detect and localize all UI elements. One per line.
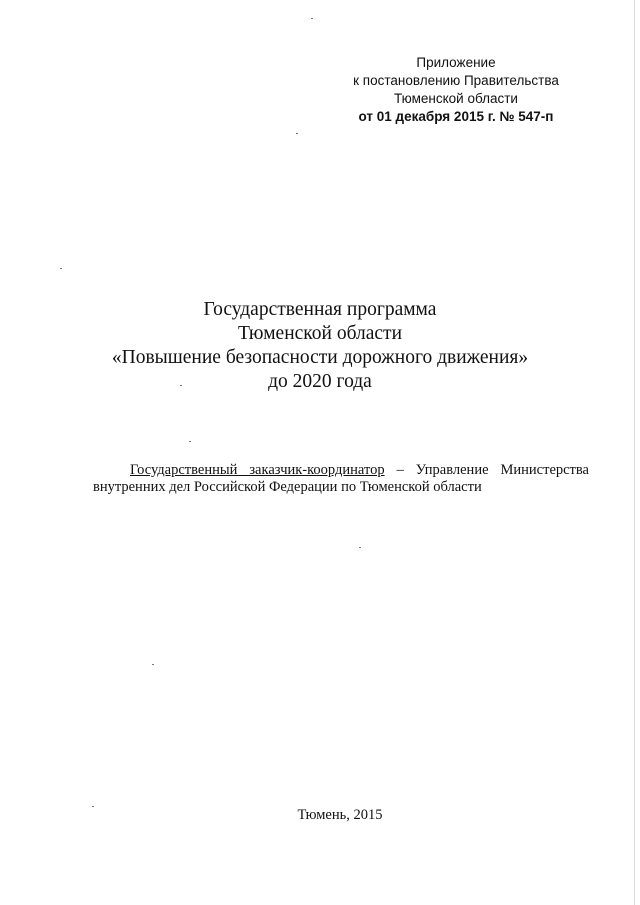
page-edge-line [634,0,635,905]
appendix-block [326,54,586,126]
appendix-region: Тюменской области [394,91,518,106]
scan-speck [296,133,298,134]
program-title [0,298,640,394]
customer-text: Управление Министерства внутренних дел Российской Федерации по Тюменской области [93,462,589,495]
appendix-date-number: от 01 декабря 2015 г. № 547-п [358,109,554,124]
title-line-2: Тюменской области [237,323,403,344]
title-line-1: Государственная программа [203,299,437,320]
scan-speck [359,547,361,548]
place-year: Тюмень, 2015 [297,807,383,823]
scan-speck [92,806,94,807]
scan-speck [189,441,191,442]
scan-speck [152,664,154,665]
customer-label: Государственный заказчик-координатор [130,462,385,478]
title-line-4: до 2020 года [268,371,372,392]
customer-coordinator-paragraph [93,462,589,496]
scan-speck [180,385,182,386]
title-line-3: «Повышение безопасности дорожного движения» [111,347,529,368]
scan-speck [60,268,62,269]
scan-speck [311,18,313,19]
appendix-heading: Приложение [416,55,496,70]
appendix-decree-ref: к постановлению Правительства [353,73,559,88]
customer-dash: – [384,462,416,478]
